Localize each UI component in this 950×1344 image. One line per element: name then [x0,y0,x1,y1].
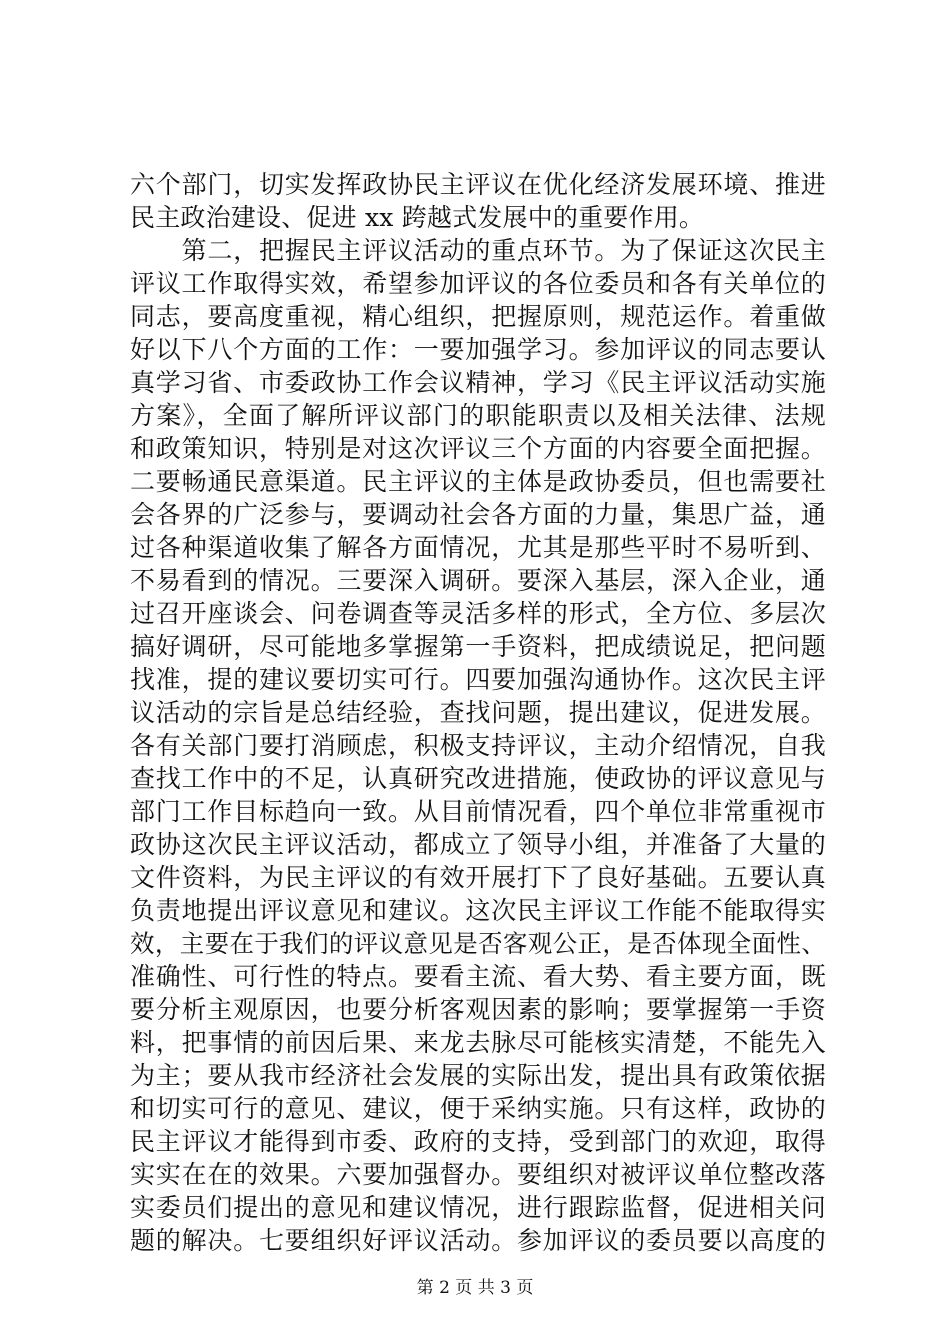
text-line: 和政策知识，特别是对这次评议三个方面的内容要全面把握。 [130,434,826,463]
text-line: 实委员们提出的意见和建议情况，进行跟踪监督，促进相关问 [130,1193,826,1222]
text-line: 负责地提出评议意见和建议。这次民主评议工作能不能取得实 [130,896,826,925]
text-line: 民主政治建设、促进 xx 跨越式发展中的重要作用。 [130,203,705,232]
text-line: 政协这次民主评议活动，都成立了领导小组，并准备了大量的 [130,830,826,859]
text-line: 题的解决。七要组织好评议活动。参加评议的委员要以高度的 [130,1226,826,1255]
text-line: 文件资料，为民主评议的有效开展打下了良好基础。五要认真 [130,863,826,892]
text-line: 第二，把握民主评议活动的重点环节。为了保证这次民主 [130,236,826,265]
text-line: 效，主要在于我们的评议意见是否客观公正，是否体现全面性、 [130,929,826,958]
text-line: 要分析主观原因，也要分析客观因素的影响；要掌握第一手资 [130,995,826,1024]
text-line: 为主；要从我市经济社会发展的实际出发，提出具有政策依据 [130,1061,826,1090]
text-line: 搞好调研，尽可能地多掌握第一手资料，把成绩说足，把问题 [130,632,826,661]
text-line: 准确性、可行性的特点。要看主流、看大势、看主要方面，既 [130,962,826,991]
text-line: 好以下八个方面的工作：一要加强学习。参加评议的同志要认 [130,335,826,364]
text-line: 二要畅通民意渠道。民主评议的主体是政协委员，但也需要社 [130,467,826,496]
text-line: 民主评议才能得到市委、政府的支持，受到部门的欢迎，取得 [130,1127,826,1156]
text-line: 方案》，全面了解所评议部门的职能职责以及相关法律、法规 [130,401,826,430]
text-line: 同志，要高度重视，精心组织，把握原则，规范运作。着重做 [130,302,826,331]
text-line: 议活动的宗旨是总结经验，查找问题，提出建议，促进发展。 [130,698,826,727]
page-footer: 第 2 页 共 3 页 [416,1278,534,1298]
text-line: 会各界的广泛参与，要调动社会各方面的力量，集思广益，通 [130,500,826,529]
text-line: 六个部门，切实发挥政协民主评议在优化经济发展环境、推进 [130,170,826,199]
text-line: 过各种渠道收集了解各方面情况，尤其是那些平时不易听到、 [130,533,826,562]
text-line: 找准，提的建议要切实可行。四要加强沟通协作。这次民主评 [130,665,826,694]
text-line: 各有关部门要打消顾虑，积极支持评议，主动介绍情况，自我 [130,731,826,760]
text-line: 实实在在的效果。六要加强督办。要组织对被评议单位整改落 [130,1160,826,1189]
text-line: 过召开座谈会、问卷调查等灵活多样的形式，全方位、多层次 [130,599,826,628]
text-line: 查找工作中的不足，认真研究改进措施，使政协的评议意见与 [130,764,826,793]
text-line: 不易看到的情况。三要深入调研。要深入基层，深入企业，通 [130,566,826,595]
text-line: 和切实可行的意见、建议，便于采纳实施。只有这样，政协的 [130,1094,826,1123]
text-line: 部门工作目标趋向一致。从目前情况看，四个单位非常重视市 [130,797,826,826]
text-line: 评议工作取得实效，希望参加评议的各位委员和各有关单位的 [130,269,826,298]
text-line: 料，把事情的前因后果、来龙去脉尽可能核实清楚，不能先入 [130,1028,826,1057]
body-text [130,168,826,1257]
text-line: 真学习省、市委政协工作会议精神，学习《民主评议活动实施 [130,368,826,397]
